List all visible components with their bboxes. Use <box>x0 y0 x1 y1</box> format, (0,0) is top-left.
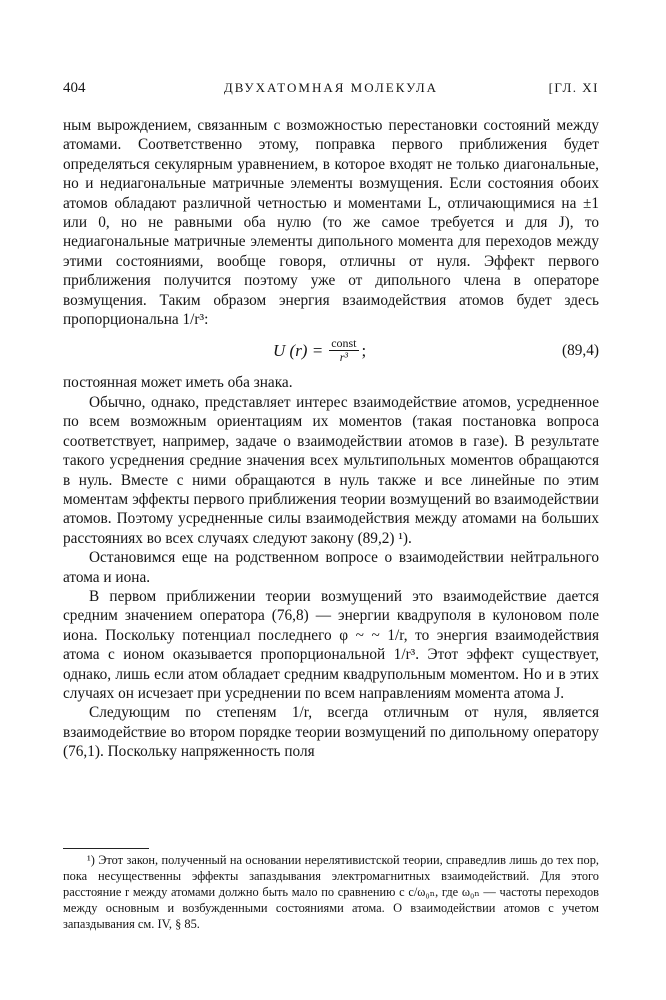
main-text <box>63 116 599 762</box>
paragraph-4: Остановимся еще на родственном вопросе о взаимодействии нейтрального атома и иона. <box>63 549 599 586</box>
paragraph-1: ным вырождением, связанным с возможностью перестановки состояний между атомами. Соответственно этому, поправка первого приближения будет определяться секулярным уравнением, в которое входят не только диагональные, но и недиагональные матричные элементы возмущения. Если состояния обоих атомов обладают различной четностью и моментами L, отличающимися на ±1 или 0, но не равными оба нулю (то же самое требуется и для J), то недиагональные матричные элементы дипольного момента для переходов между этими состояниями, вообще говоря, отличны от нуля. Эффект первого приближения получится поэтому уже от дипольного члена в операторе возмущения. Таким образом энергия взаимодействия атомов будет здесь пропорциональна 1/r³: <box>63 117 599 329</box>
paragraph-2: постоянная может иметь оба знака. <box>63 374 293 392</box>
formula-fraction <box>329 337 358 364</box>
paragraph-6: Следующим по степеням 1/r, всегда отличным от нуля, является взаимодействие во втором порядке теории возмущений по дипольному оператору (76,1). Поскольку напряженность поля <box>63 704 599 761</box>
paragraph-3: Обычно, однако, представляет интерес взаимодействие атомов, усредненное по всем возможным ориентациям их моментов (такая постановка вопроса соответствует, например, задаче о взаимодействии атомов в газе). В результате такого усреднения средние значения всех мультипольных моментов обращаются в нуль. Вместе с ними обращаются в нуль также и все линейные по этим моментам эффекты первого приближения теории возмущений во взаимодействии атомов. Поэтому усредненные силы взаимодействия между атомами на больших расстояниях во всех случаях следуют закону (89,2) ¹). <box>63 393 599 547</box>
formula-numerator: const <box>331 336 357 351</box>
footnote-rule <box>63 848 149 849</box>
formula-lhs: U (r) = <box>273 341 324 361</box>
running-title: ДВУХАТОМНАЯ МОЛЕКУЛА <box>223 80 439 95</box>
formula-tail: ; <box>361 341 367 361</box>
paragraph-5: В первом приближении теории возмущений это взаимодействие дается средним значением оператора (76,8) — энергии квадруполя в кулоновом поле иона. Поскольку потенциал последнего φ ~ ~ 1/r, то энергия взаимодействия атома с ионом оказывается пропорциональной 1/r³. Этот эффект существует, однако, лишь если атом обладает средним квадрупольным моментом. Но и в этих случаях он исчезает при усреднении по всем направлениям момента атома J. <box>63 587 599 702</box>
equation-number: (89,4) <box>562 342 599 360</box>
page-number: 404 <box>63 80 86 96</box>
footnote: ¹) Этот закон, полученный на основании нерелятивистской теории, справедлив лишь до тех пор, пока несущественны эффекты запаздывания электромагнитных взаимодействий. Для этого расстояние r между атомами должно быть мало по сравнению с c/ω₀ₙ, где ω₀ₙ — частоты переходов между основным и возбужденными состояниями атома. О взаимодействии атомов с учетом запаздывания см. IV, § 85. <box>63 853 599 931</box>
formula-denominator: r³ <box>339 350 348 365</box>
formula <box>273 337 366 364</box>
running-header <box>63 80 599 100</box>
equation-89-4 <box>63 329 599 373</box>
chapter-label: [ГЛ. XI <box>548 80 599 95</box>
